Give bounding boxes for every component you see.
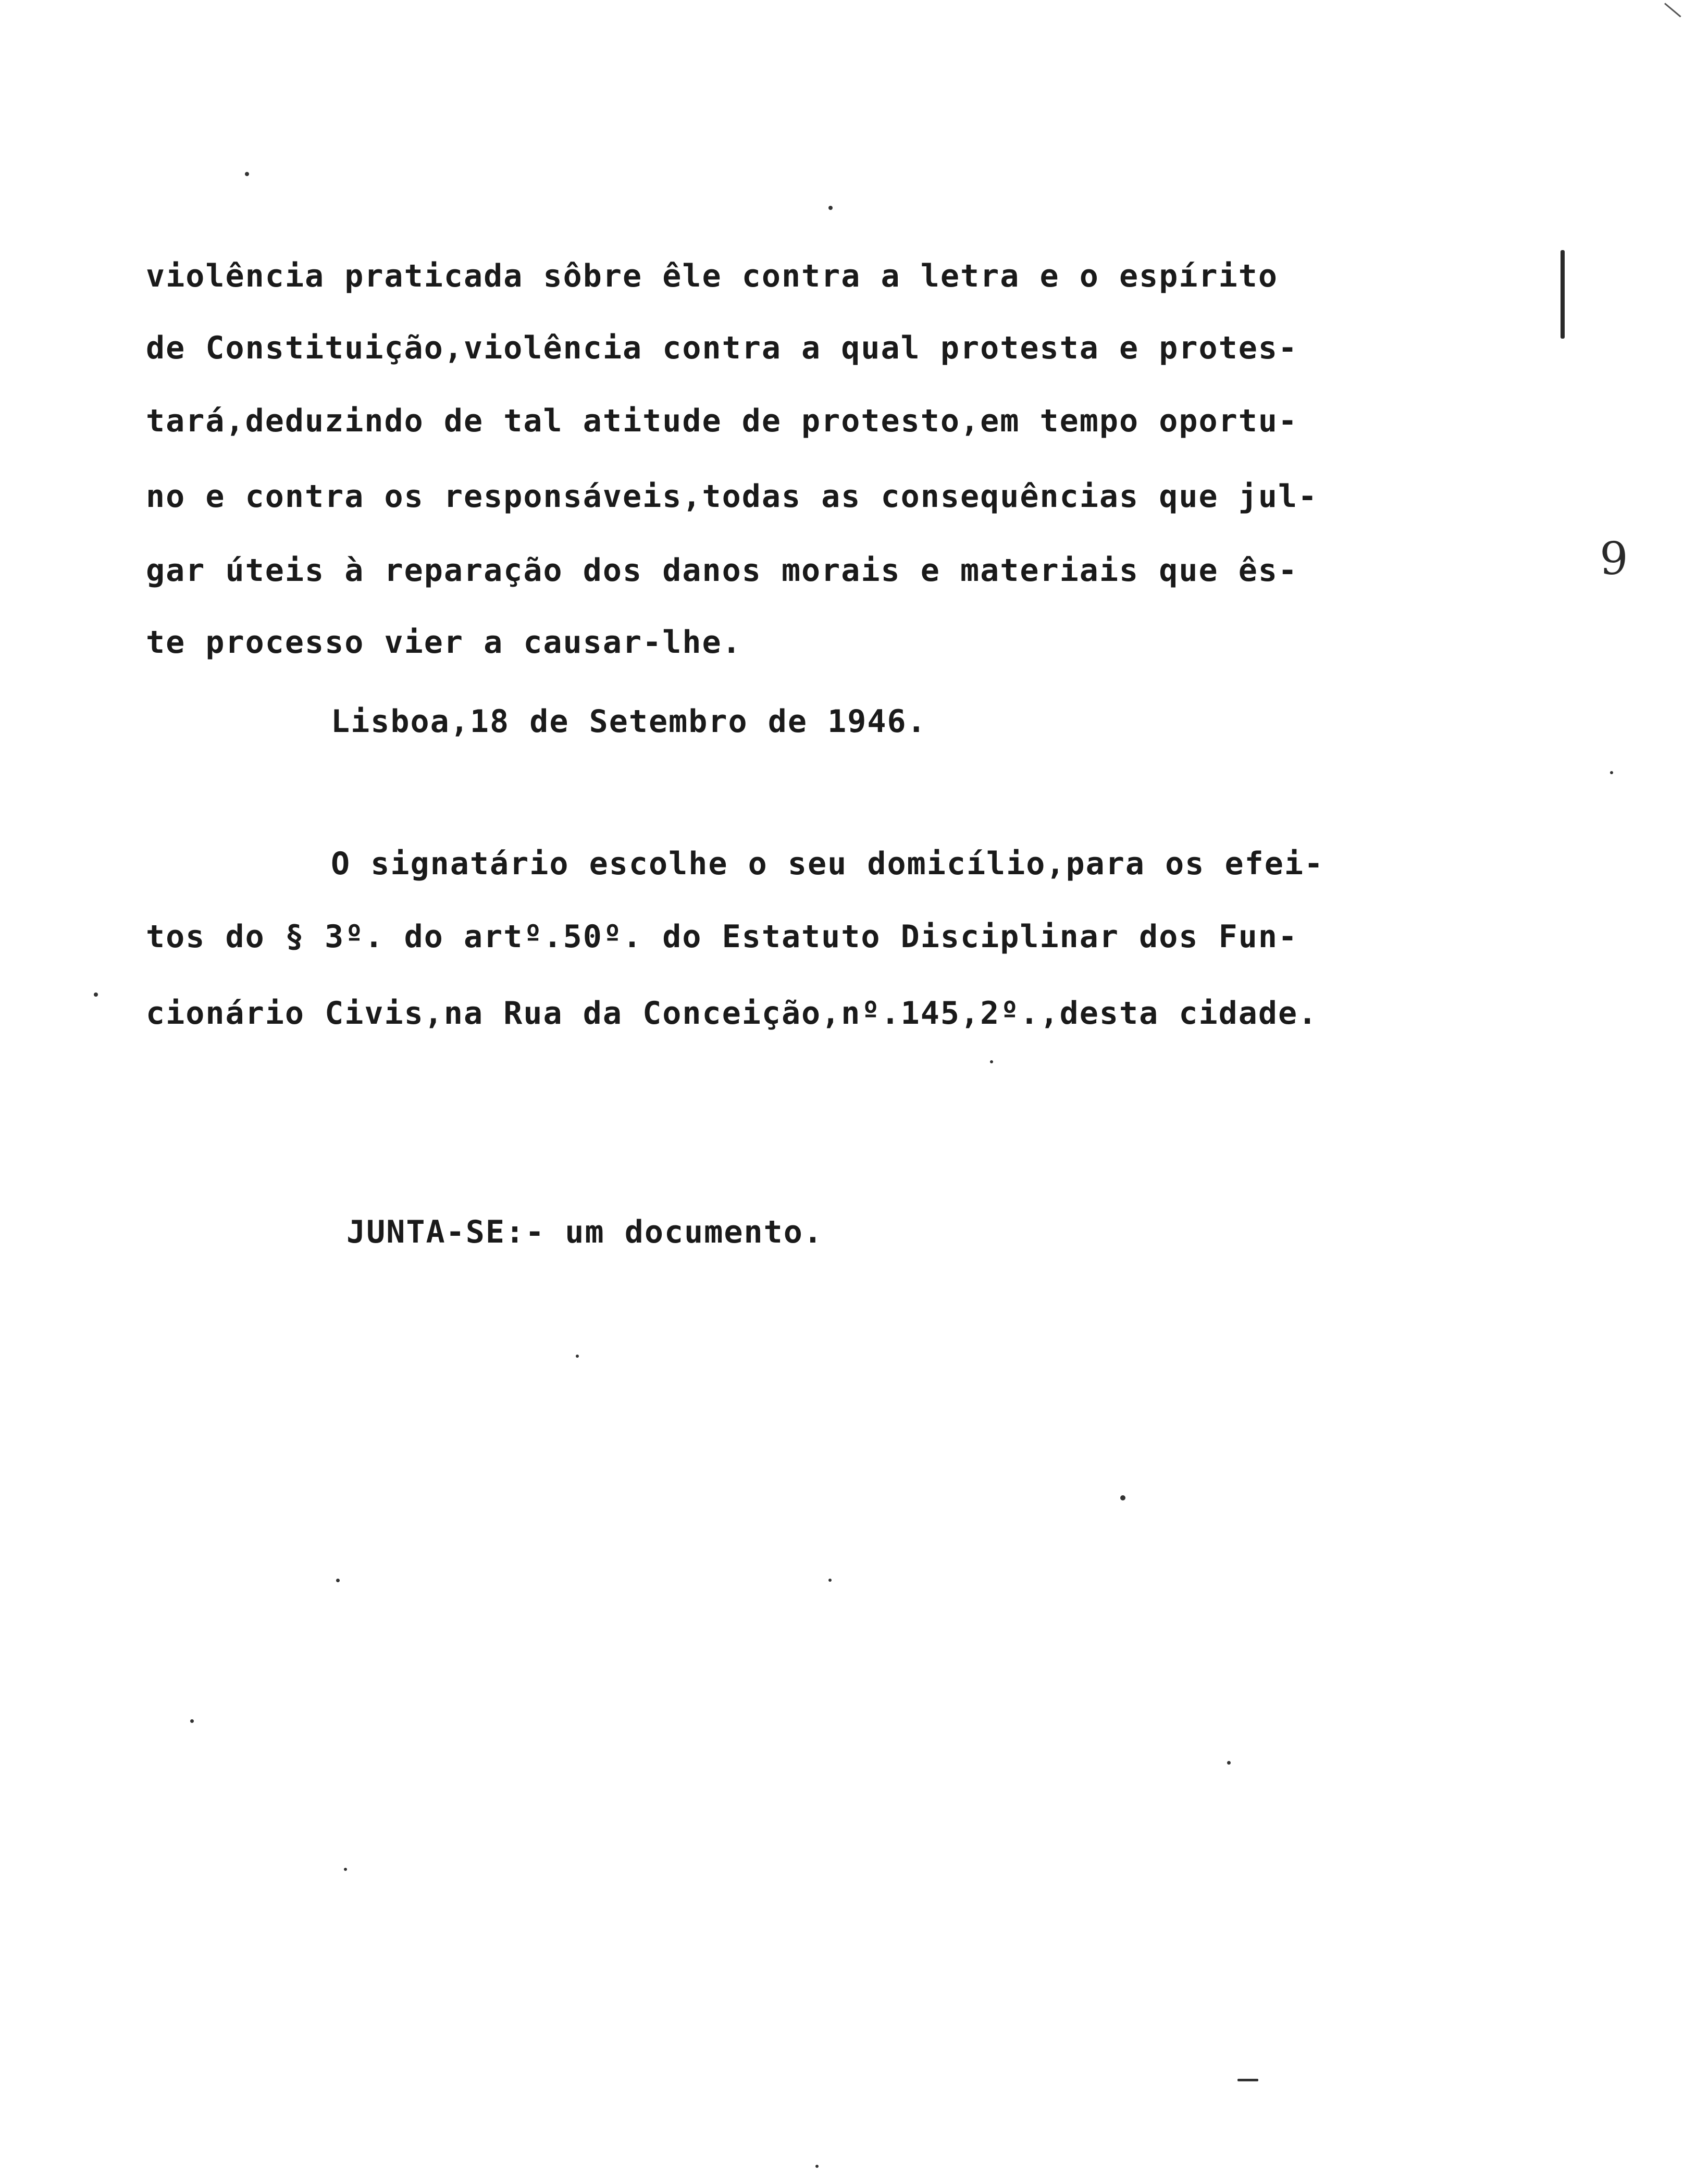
body-line-2: de Constituição,violência contra a qual protesta e protes- xyxy=(146,330,1298,366)
body-line-6: te processo vier a causar-lhe. xyxy=(146,624,742,661)
enclosure-note: JUNTA-SE:- um documento. xyxy=(346,1214,823,1250)
speck xyxy=(336,1579,340,1582)
body-line-3: tará,deduzindo de tal atitude de protesto,em tempo oportu- xyxy=(146,403,1298,439)
speck xyxy=(815,2165,819,2168)
domicile-line-3: cionário Civis,na Rua da Conceição,nº.145,2º.,desta cidade. xyxy=(146,995,1318,1032)
body-line-1: violência praticada sôbre êle contra a letra e o espírito xyxy=(146,258,1279,294)
domicile-line-1: O signatário escolhe o seu domicílio,para os efei- xyxy=(331,846,1324,882)
body-line-4: no e contra os responsáveis,todas as consequências que jul- xyxy=(146,478,1318,515)
date-line: Lisboa,18 de Setembro de 1946. xyxy=(331,703,927,740)
speck xyxy=(1227,1761,1231,1765)
domicile-line-2: tos do § 3º. do artº.50º. do Estatuto Disciplinar dos Fun- xyxy=(146,919,1298,955)
body-line-5: gar úteis à reparação dos danos morais e materiais que ês- xyxy=(146,552,1298,589)
speck xyxy=(828,206,833,210)
speck xyxy=(1610,771,1613,774)
speck xyxy=(94,992,98,997)
speck xyxy=(245,172,249,176)
speck xyxy=(1237,2079,1258,2081)
speck xyxy=(828,1579,832,1582)
speck xyxy=(1120,1495,1125,1500)
speck xyxy=(344,1868,347,1871)
margin-vertical-mark xyxy=(1561,250,1565,339)
page-number: 9 xyxy=(1600,533,1628,585)
speck xyxy=(576,1355,579,1358)
corner-mark xyxy=(1664,3,1681,17)
speck xyxy=(990,1060,993,1063)
speck xyxy=(190,1719,194,1723)
